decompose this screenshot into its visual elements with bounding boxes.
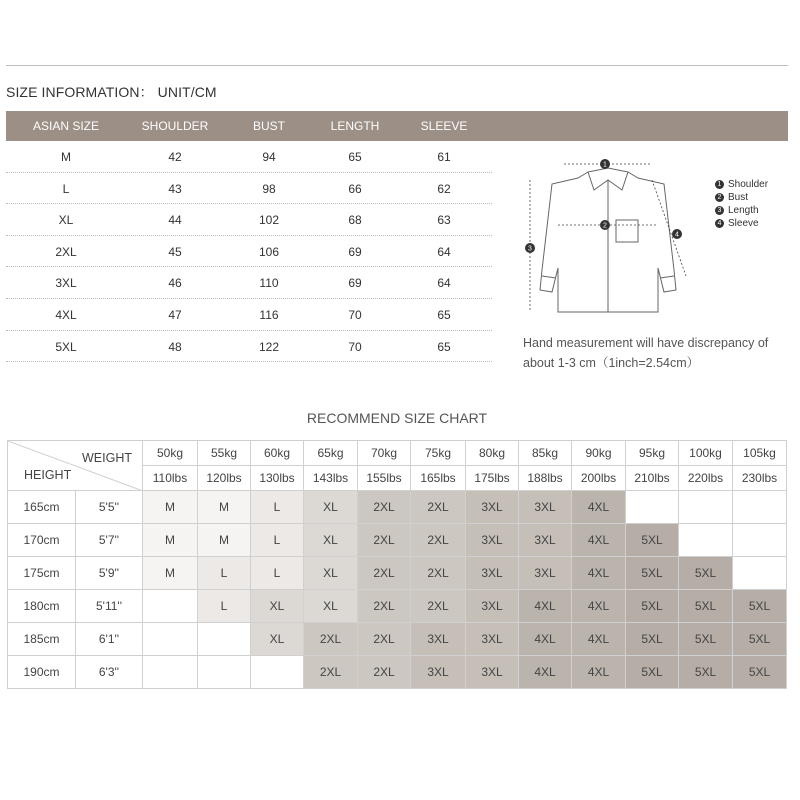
note-line-2: about 1-3 cm（1inch=2.54cm） [523, 356, 700, 370]
size-row [6, 204, 492, 236]
size-information-table [6, 111, 492, 362]
weight-kg-header: 65kg [304, 441, 358, 466]
header-length: LENGTH [330, 119, 380, 133]
recommended-size-cell: 5XL [679, 623, 733, 656]
weight-kg-header: 80kg [466, 441, 519, 466]
recommended-size-cell [143, 623, 198, 656]
legend-item-sleeve [715, 217, 768, 230]
recommended-size-cell: M [143, 557, 198, 590]
recommended-size-cell [733, 491, 787, 524]
weight-kg-header: 100kg [679, 441, 733, 466]
bust-value: 94 [262, 150, 276, 164]
bust-value: 122 [258, 339, 280, 354]
recommended-size-cell [198, 656, 251, 689]
recommended-size-cell: XL [251, 590, 304, 623]
recommended-size-cell [626, 491, 679, 524]
weight-lbs-header: 143lbs [304, 466, 358, 491]
recommended-size-cell: M [198, 491, 251, 524]
recommended-size-cell: 3XL [466, 524, 519, 557]
height-row [8, 557, 787, 590]
size-row [6, 141, 492, 173]
weight-kg-header: 55kg [198, 441, 251, 466]
length-value: 69 [348, 244, 362, 259]
weight-lbs-header: 188lbs [519, 466, 572, 491]
height-cm: 180cm [8, 590, 76, 623]
bust-value: 110 [259, 276, 279, 291]
recommended-size-cell: XL [304, 590, 358, 623]
length-value: 66 [348, 181, 362, 196]
height-ft: 6'3'' [76, 656, 143, 689]
legend-label: Shoulder [728, 179, 769, 190]
recommended-size-cell: 3XL [411, 656, 466, 689]
recommended-size-cell: 3XL [466, 557, 519, 590]
recommended-size-cell [733, 557, 787, 590]
recommended-size-cell: M [198, 524, 251, 557]
weight-lbs-header: 155lbs [358, 466, 411, 491]
recommended-size-cell [679, 524, 733, 557]
header-sleeve: SLEEVE [420, 119, 468, 133]
recommended-size-cell: 5XL [679, 590, 733, 623]
size-row [6, 331, 492, 363]
weight-lbs-header: 230lbs [733, 466, 787, 491]
recommended-size-cell: 5XL [626, 656, 679, 689]
weight-kg-header: 90kg [572, 441, 626, 466]
recommended-size-cell: L [251, 491, 304, 524]
recommended-size-cell: 4XL [572, 491, 626, 524]
recommended-size-cell: 5XL [626, 524, 679, 557]
height-cm: 185cm [8, 623, 76, 656]
sleeve-value: 64 [437, 276, 451, 291]
recommended-size-cell: M [143, 491, 198, 524]
recommended-size-cell: 2XL [304, 623, 358, 656]
weight-label: WEIGHT [82, 451, 132, 465]
sleeve-value: 65 [437, 339, 451, 354]
recommended-size-cell: 3XL [519, 524, 572, 557]
number-badge: 1 [715, 180, 724, 189]
recommended-size-cell [733, 524, 787, 557]
recommended-size-cell: 2XL [411, 491, 466, 524]
recommended-size-cell: 5XL [733, 623, 787, 656]
size-value: 4XL [55, 307, 77, 322]
shoulder-value: 42 [168, 150, 182, 164]
weight-lbs-header: 130lbs [251, 466, 304, 491]
recommended-size-cell: 2XL [411, 590, 466, 623]
height-label: HEIGHT [24, 468, 72, 482]
recommended-size-cell: 3XL [466, 590, 519, 623]
height-cm: 175cm [8, 557, 76, 590]
recommended-size-cell: 3XL [519, 491, 572, 524]
bust-value: 98 [262, 181, 276, 196]
recommended-size-cell: 5XL [679, 656, 733, 689]
recommended-size-cell [198, 623, 251, 656]
recommended-size-cell: 4XL [572, 590, 626, 623]
bust-value: 102 [258, 213, 280, 228]
recommended-size-cell: 3XL [411, 623, 466, 656]
corner-diagonal [8, 441, 143, 491]
legend-item-shoulder [715, 178, 768, 191]
height-ft: 6'1'' [76, 623, 143, 656]
shoulder-value: 48 [168, 339, 182, 354]
svg-text:4: 4 [675, 231, 679, 239]
height-ft: 5'9'' [76, 557, 143, 590]
weight-kg-header: 75kg [411, 441, 466, 466]
recommended-size-cell: 2XL [358, 557, 411, 590]
recommended-size-cell: 2XL [358, 491, 411, 524]
recommended-size-cell: 2XL [411, 557, 466, 590]
recommended-size-cell [679, 491, 733, 524]
recommended-size-cell: 2XL [304, 656, 358, 689]
bust-value: 106 [258, 244, 280, 259]
length-value: 65 [348, 150, 362, 164]
svg-text:2: 2 [603, 222, 607, 230]
recommended-size-cell: 2XL [358, 590, 411, 623]
recommended-size-cell: XL [304, 557, 358, 590]
recommended-size-cell: L [198, 557, 251, 590]
recommended-size-cell: 2XL [358, 524, 411, 557]
recommend-size-chart [7, 440, 787, 689]
height-ft: 5'5'' [76, 491, 143, 524]
shoulder-value: 46 [168, 276, 182, 291]
length-value: 68 [348, 213, 362, 228]
shoulder-value: 43 [168, 181, 182, 196]
recommended-size-cell [143, 590, 198, 623]
legend-label: Length [728, 205, 759, 216]
recommended-size-cell: 4XL [572, 524, 626, 557]
recommended-size-cell: 2XL [358, 656, 411, 689]
size-value: 5XL [55, 339, 77, 354]
legend-label: Sleeve [728, 218, 759, 229]
recommended-size-cell: 5XL [679, 557, 733, 590]
recommended-size-cell: XL [304, 491, 358, 524]
weight-kg-header: 70kg [358, 441, 411, 466]
recommended-size-cell [143, 656, 198, 689]
size-information-title: SIZE INFORMATION： UNIT/CM [6, 84, 217, 100]
recommended-size-cell [251, 656, 304, 689]
legend-label: Bust [728, 192, 749, 203]
number-badge: 2 [715, 193, 724, 202]
recommended-size-cell: 4XL [572, 623, 626, 656]
height-cm: 165cm [8, 491, 76, 524]
header-shoulder: SHOULDER [141, 119, 209, 133]
shoulder-value: 44 [168, 213, 182, 228]
recommended-size-cell: 4XL [572, 656, 626, 689]
length-value: 70 [348, 339, 362, 354]
recommended-size-cell: L [198, 590, 251, 623]
height-row [8, 491, 787, 524]
recommended-size-cell: 4XL [519, 590, 572, 623]
top-divider [6, 65, 788, 66]
measurement-note [523, 333, 793, 373]
recommended-size-cell: 3XL [519, 557, 572, 590]
weight-lbs-header: 200lbs [572, 466, 626, 491]
weight-kg-header: 85kg [519, 441, 572, 466]
recommended-size-cell: L [251, 557, 304, 590]
sleeve-value: 65 [437, 307, 451, 322]
recommended-size-cell: 2XL [411, 524, 466, 557]
sleeve-value: 63 [437, 213, 451, 228]
legend-item-bust [715, 191, 768, 204]
height-row [8, 524, 787, 557]
height-ft: 5'11'' [76, 590, 143, 623]
recommend-size-chart-title: RECOMMEND SIZE CHART [306, 410, 488, 426]
weight-lbs-header: 120lbs [198, 466, 251, 491]
measurement-legend [715, 178, 768, 230]
size-value: 2XL [55, 244, 77, 259]
height-cm: 190cm [8, 656, 76, 689]
svg-text:1: 1 [603, 161, 607, 169]
recommended-size-cell: 2XL [358, 623, 411, 656]
sleeve-value: 64 [437, 244, 451, 259]
height-cm: 170cm [8, 524, 76, 557]
recommended-size-cell: 3XL [466, 656, 519, 689]
shoulder-value: 45 [168, 244, 182, 259]
height-row [8, 623, 787, 656]
bust-value: 116 [259, 307, 279, 322]
weight-kg-header: 50kg [143, 441, 198, 466]
sleeve-value: 61 [437, 150, 451, 164]
length-value: 70 [348, 307, 362, 322]
svg-text:3: 3 [528, 245, 532, 253]
size-table-header [6, 111, 788, 141]
recommended-size-cell: 5XL [733, 656, 787, 689]
height-ft: 5'7'' [76, 524, 143, 557]
recommended-size-cell: 4XL [519, 656, 572, 689]
recommended-size-cell: 4XL [519, 623, 572, 656]
weight-height-corner [8, 441, 143, 491]
weight-kg-header: 105kg [733, 441, 787, 466]
shirt-diagram [518, 150, 698, 320]
weight-kg-header: 60kg [251, 441, 304, 466]
size-row [6, 236, 492, 268]
shoulder-value: 47 [168, 307, 182, 322]
size-row [6, 173, 492, 205]
size-value: L [62, 181, 70, 196]
recommended-size-cell: 3XL [466, 623, 519, 656]
recommended-size-cell: XL [304, 524, 358, 557]
height-row [8, 590, 787, 623]
size-row [6, 267, 492, 299]
weight-lbs-header: 165lbs [411, 466, 466, 491]
recommended-size-cell: 5XL [626, 623, 679, 656]
recommended-size-cell: 5XL [626, 557, 679, 590]
header-bust: BUST [252, 119, 285, 133]
recommended-size-cell: M [143, 524, 198, 557]
recommended-size-cell: XL [251, 623, 304, 656]
recommended-size-cell: 4XL [572, 557, 626, 590]
note-line-1: Hand measurement will have discrepancy of [523, 336, 769, 350]
sleeve-value: 62 [437, 181, 451, 196]
legend-item-length [715, 204, 768, 217]
header-asian-size: ASIAN SIZE [32, 119, 100, 133]
weight-kg-header: 95kg [626, 441, 679, 466]
length-value: 69 [348, 276, 362, 291]
weight-lbs-header: 210lbs [626, 466, 679, 491]
weight-lbs-header: 110lbs [143, 466, 198, 491]
size-value: 3XL [55, 276, 77, 291]
recommended-size-cell: L [251, 524, 304, 557]
number-badge: 3 [715, 206, 724, 215]
height-row [8, 656, 787, 689]
weight-lbs-header: 220lbs [679, 466, 733, 491]
size-value: M [61, 150, 71, 164]
weight-lbs-header: 175lbs [466, 466, 519, 491]
size-row [6, 299, 492, 331]
recommended-size-cell: 3XL [466, 491, 519, 524]
number-badge: 4 [715, 219, 724, 228]
recommended-size-cell: 5XL [626, 590, 679, 623]
size-value: XL [58, 213, 74, 228]
recommended-size-cell: 5XL [733, 590, 787, 623]
